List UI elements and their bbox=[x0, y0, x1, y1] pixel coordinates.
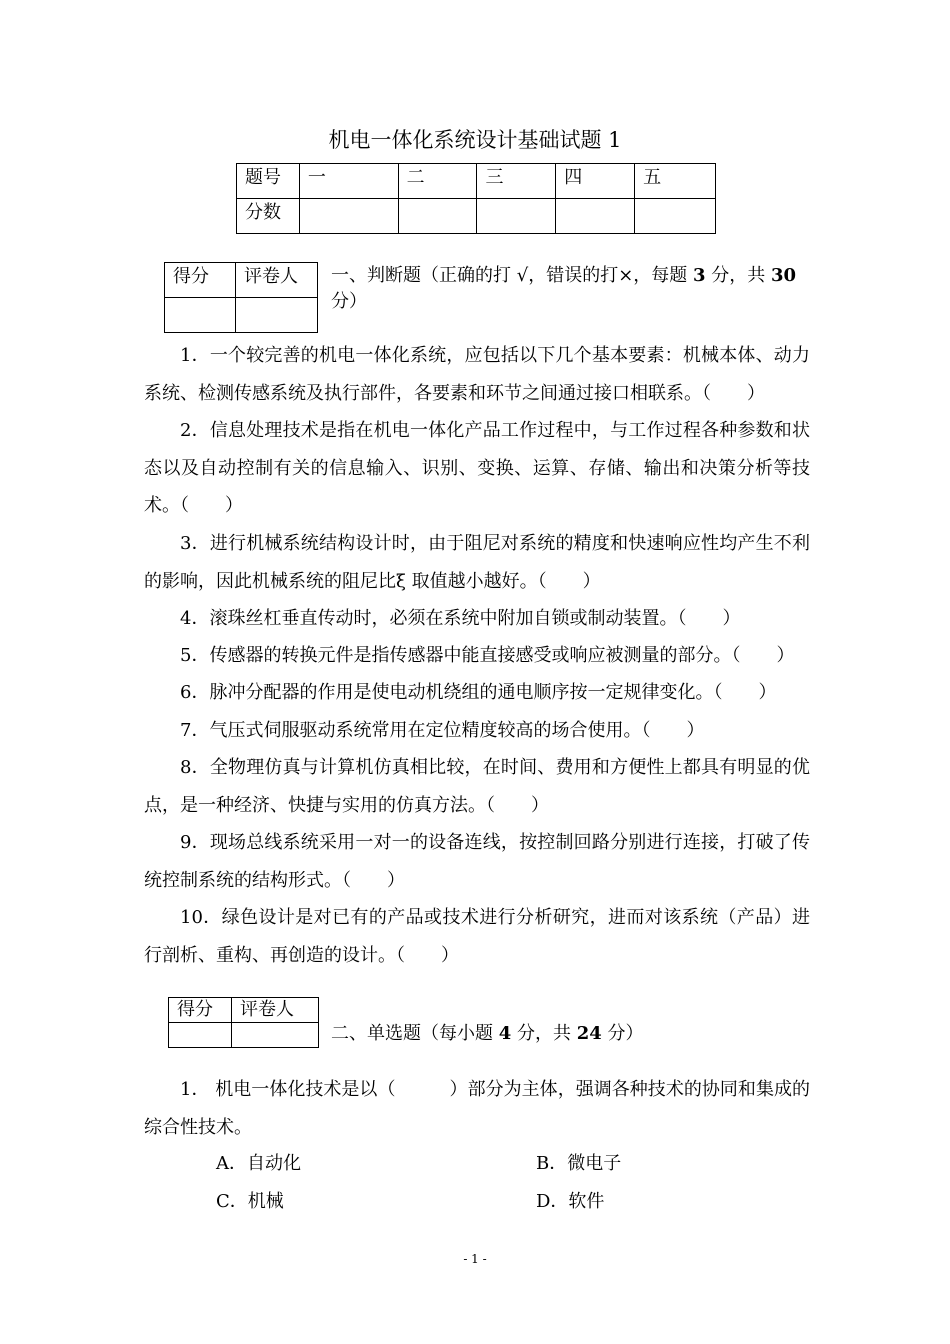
section2-heading-text: 分，共 bbox=[511, 1023, 577, 1044]
section2-points: 4 bbox=[498, 1023, 512, 1044]
score-table bbox=[236, 163, 716, 234]
question-10: 10．绿色设计是对已有的产品或技术进行分析研究，进而对该系统（产品）进行剖析、重构、再创造的设计。（ ） bbox=[144, 907, 810, 966]
score-table-cell bbox=[635, 199, 716, 234]
grader-cell bbox=[236, 298, 318, 333]
grader-box-2 bbox=[168, 997, 319, 1048]
score-table-cell bbox=[556, 199, 635, 234]
grader-name-label: 评卷人 bbox=[232, 998, 319, 1023]
question-1: 1．一个较完善的机电一体化系统，应包括以下几个基本要素：机械本体、动力系统、检测传感系统及执行部件，各要素和环节之间通过接口相联系。（ ） bbox=[144, 345, 810, 404]
page-title: 机电一体化系统设计基础试题 1 bbox=[328, 128, 622, 152]
section1-heading-text: 分） bbox=[331, 291, 367, 312]
grader-cell bbox=[169, 1023, 232, 1048]
question-3: 3．进行机械系统结构设计时，由于阻尼对系统的精度和快速响应性均产生不利的影响，因此机械系统的阻尼比ξ 取值越小越好。（ ） bbox=[144, 533, 810, 592]
question-6: 6．脉冲分配器的作用是使电动机绕组的通电顺序按一定规律变化。（ ） bbox=[180, 682, 777, 703]
score-table-cell bbox=[477, 199, 556, 234]
score-table-cell: 三 bbox=[477, 164, 556, 199]
section1-heading-text: 分，共 bbox=[705, 265, 771, 286]
grader-box bbox=[164, 262, 318, 333]
score-table-cell: 一 bbox=[299, 164, 398, 199]
option-b: B．微电子 bbox=[536, 1153, 622, 1174]
section1-heading-text: 一、判断题（正确的打 √，错误的打×，每题 bbox=[331, 265, 693, 286]
section2-heading bbox=[331, 1021, 811, 1047]
section2-total: 24 bbox=[576, 1023, 602, 1044]
question-5: 5．传感器的转换元件是指传感器中能直接感受或响应被测量的部分。（ ） bbox=[180, 645, 795, 666]
question-9: 9．现场总线系统采用一对一的设备连线，按控制回路分别进行连接，打破了传统控制系统的结构形式。（ ） bbox=[144, 832, 810, 891]
score-table-cell: 题号 bbox=[237, 164, 300, 199]
section2-heading-text: 二、单选题（每小题 bbox=[331, 1023, 499, 1044]
mc-question-1: 1． 机电一体化技术是以（ ）部分为主体，强调各种技术的协同和集成的综合性技术。 bbox=[144, 1079, 810, 1138]
score-table-cell bbox=[398, 199, 477, 234]
grader-score-label: 得分 bbox=[165, 263, 236, 298]
grader-score-label: 得分 bbox=[169, 998, 232, 1023]
score-table-cell: 五 bbox=[635, 164, 716, 199]
grader-cell bbox=[165, 298, 236, 333]
section2-heading-text: 分） bbox=[601, 1023, 644, 1044]
option-a: A．自动化 bbox=[216, 1153, 301, 1174]
section1-points: 3 bbox=[693, 265, 706, 286]
page-number: - 1 - bbox=[463, 1252, 487, 1266]
score-table-cell: 分数 bbox=[237, 199, 300, 234]
question-7: 7．气压式伺服驱动系统常用在定位精度较高的场合使用。（ ） bbox=[180, 720, 705, 741]
score-table-cell bbox=[299, 199, 398, 234]
score-table-cell: 四 bbox=[556, 164, 635, 199]
section1-total: 30 bbox=[770, 265, 797, 286]
option-c: C．机械 bbox=[216, 1191, 284, 1212]
question-8: 8．全物理仿真与计算机仿真相比较，在时间、费用和方便性上都具有明显的优点，是一种经济、快捷与实用的仿真方法。（ ） bbox=[144, 757, 810, 816]
question-2: 2．信息处理技术是指在机电一体化产品工作过程中，与工作过程各种参数和状态以及自动控制有关的信息输入、识别、变换、运算、存储、输出和决策分析等技术。（ ） bbox=[144, 420, 810, 516]
grader-cell bbox=[232, 1023, 319, 1048]
option-d: D．软件 bbox=[536, 1191, 605, 1212]
question-4: 4．滚珠丝杠垂直传动时，必须在系统中附加自锁或制动装置。（ ） bbox=[180, 608, 741, 629]
section1-heading bbox=[331, 263, 811, 315]
grader-name-label: 评卷人 bbox=[236, 263, 318, 298]
score-table-cell: 二 bbox=[398, 164, 477, 199]
